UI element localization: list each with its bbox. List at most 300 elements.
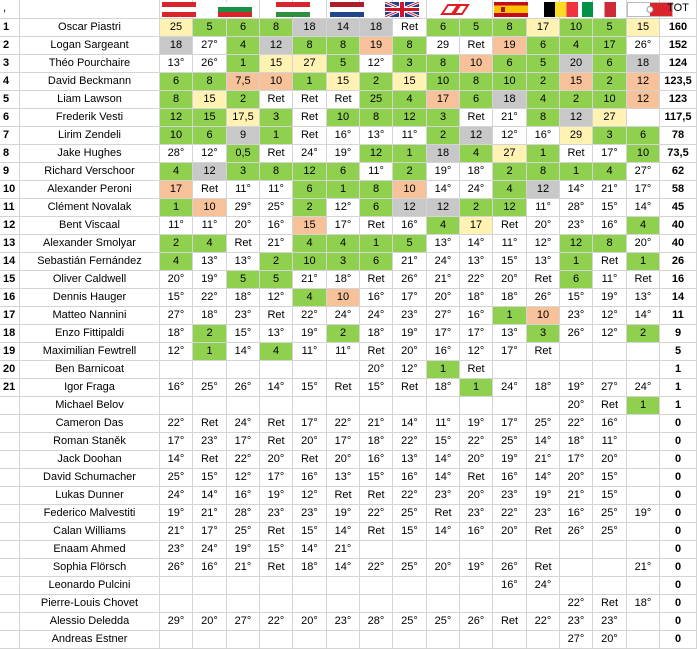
result-cell[interactable]: 10 [193, 199, 227, 217]
result-cell[interactable]: 18° [360, 433, 393, 451]
result-cell[interactable]: 21° [427, 271, 460, 289]
result-cell[interactable]: 17 [460, 217, 493, 235]
result-cell[interactable] [527, 361, 560, 379]
result-cell[interactable] [560, 577, 593, 595]
result-cell[interactable]: 19° [260, 487, 293, 505]
total-points-cell[interactable]: 0 [660, 577, 697, 595]
position-cell[interactable]: 13 [0, 235, 20, 253]
result-cell[interactable] [527, 595, 560, 613]
result-cell[interactable]: 14° [327, 559, 360, 577]
result-cell[interactable] [193, 631, 227, 649]
result-cell[interactable]: 8 [260, 163, 293, 181]
result-cell[interactable]: 20° [160, 271, 193, 289]
result-cell[interactable]: Ret [360, 343, 393, 361]
result-cell[interactable]: 17° [627, 181, 660, 199]
result-cell[interactable]: 16° [393, 217, 427, 235]
result-cell[interactable]: 20° [460, 451, 493, 469]
result-cell[interactable]: 16° [193, 559, 227, 577]
result-cell[interactable] [193, 361, 227, 379]
result-cell[interactable]: 23° [427, 487, 460, 505]
position-cell[interactable] [0, 397, 20, 415]
driver-name-cell[interactable]: Frederik Vesti [20, 109, 160, 127]
result-cell[interactable]: 15° [360, 379, 393, 397]
result-cell[interactable]: 22° [260, 613, 293, 631]
result-cell[interactable]: 4 [160, 163, 193, 181]
result-cell[interactable]: 19 [493, 37, 527, 55]
result-cell[interactable]: 14° [293, 541, 327, 559]
result-cell[interactable]: 1 [527, 145, 560, 163]
result-cell[interactable] [460, 631, 493, 649]
result-cell[interactable] [493, 397, 527, 415]
result-cell[interactable]: 2 [193, 325, 227, 343]
result-cell[interactable]: 19° [460, 415, 493, 433]
result-cell[interactable]: 9 [227, 127, 260, 145]
result-cell[interactable] [593, 343, 627, 361]
result-cell[interactable]: 20° [593, 451, 627, 469]
result-cell[interactable]: 4 [460, 145, 493, 163]
result-cell[interactable]: 13° [527, 253, 560, 271]
result-cell[interactable]: 13° [493, 325, 527, 343]
result-cell[interactable]: 25° [493, 433, 527, 451]
result-cell[interactable]: 4 [227, 37, 260, 55]
driver-name-cell[interactable]: Lukas Dunner [20, 487, 160, 505]
position-cell[interactable]: 15 [0, 271, 20, 289]
result-cell[interactable]: 1 [293, 73, 327, 91]
result-cell[interactable]: 4 [193, 235, 227, 253]
position-cell[interactable] [0, 415, 20, 433]
result-cell[interactable]: 18° [460, 289, 493, 307]
result-cell[interactable] [360, 631, 393, 649]
result-cell[interactable]: 17° [260, 469, 293, 487]
driver-name-cell[interactable]: Andreas Estner [20, 631, 160, 649]
result-cell[interactable]: 20° [493, 523, 527, 541]
position-cell[interactable]: 14 [0, 253, 20, 271]
result-cell[interactable]: 25° [160, 469, 193, 487]
result-cell[interactable]: 27 [493, 145, 527, 163]
result-cell[interactable]: 20° [293, 613, 327, 631]
result-cell[interactable]: 1 [460, 379, 493, 397]
result-cell[interactable]: 16° [593, 217, 627, 235]
result-cell[interactable] [493, 595, 527, 613]
header-tot[interactable]: TOT [660, 0, 697, 19]
result-cell[interactable]: 18° [527, 379, 560, 397]
result-cell[interactable]: 15° [393, 523, 427, 541]
result-cell[interactable]: 25° [393, 559, 427, 577]
result-cell[interactable]: 26° [560, 325, 593, 343]
result-cell[interactable]: 12° [460, 343, 493, 361]
result-cell[interactable]: 15° [160, 289, 193, 307]
position-cell[interactable]: 5 [0, 91, 20, 109]
position-cell[interactable]: 17 [0, 307, 20, 325]
result-cell[interactable]: 26° [493, 559, 527, 577]
result-cell[interactable]: 17° [327, 433, 360, 451]
result-cell[interactable] [160, 577, 193, 595]
result-cell[interactable]: 24° [160, 487, 193, 505]
result-cell[interactable]: 16° [160, 379, 193, 397]
result-cell[interactable]: 2 [627, 325, 660, 343]
result-cell[interactable] [227, 631, 260, 649]
result-cell[interactable]: 20° [427, 289, 460, 307]
result-cell[interactable] [360, 541, 393, 559]
result-cell[interactable]: 22° [227, 451, 260, 469]
result-cell[interactable]: 4 [627, 217, 660, 235]
result-cell[interactable]: 18° [360, 325, 393, 343]
result-cell[interactable]: 14° [260, 379, 293, 397]
result-cell[interactable]: Ret [593, 253, 627, 271]
result-cell[interactable]: 10 [260, 73, 293, 91]
result-cell[interactable]: 23° [527, 505, 560, 523]
result-cell[interactable] [627, 613, 660, 631]
result-cell[interactable]: 15 [627, 19, 660, 37]
result-cell[interactable] [227, 361, 260, 379]
total-points-cell[interactable]: 0 [660, 433, 697, 451]
result-cell[interactable]: Ret [293, 127, 327, 145]
result-cell[interactable]: 16° [593, 415, 627, 433]
result-cell[interactable]: 2 [460, 199, 493, 217]
result-cell[interactable]: 20° [360, 361, 393, 379]
result-cell[interactable]: 18 [160, 37, 193, 55]
result-cell[interactable] [393, 577, 427, 595]
position-cell[interactable]: 18 [0, 325, 20, 343]
result-cell[interactable]: 10 [427, 73, 460, 91]
result-cell[interactable]: 6 [527, 37, 560, 55]
result-cell[interactable]: 2 [327, 325, 360, 343]
result-cell[interactable] [527, 631, 560, 649]
result-cell[interactable]: 18 [627, 55, 660, 73]
result-cell[interactable]: 24° [293, 145, 327, 163]
result-cell[interactable]: Ret [560, 145, 593, 163]
result-cell[interactable]: 12 [493, 199, 527, 217]
result-cell[interactable]: 15° [593, 199, 627, 217]
result-cell[interactable]: 17° [227, 433, 260, 451]
result-cell[interactable]: Ret [527, 559, 560, 577]
result-cell[interactable]: 15° [593, 487, 627, 505]
result-cell[interactable]: 16° [427, 343, 460, 361]
result-cell[interactable]: 22° [527, 613, 560, 631]
result-cell[interactable]: 8 [527, 109, 560, 127]
result-cell[interactable] [227, 595, 260, 613]
result-cell[interactable]: 8 [460, 73, 493, 91]
result-cell[interactable] [193, 595, 227, 613]
result-cell[interactable]: 2 [393, 163, 427, 181]
result-cell[interactable]: 6 [193, 127, 227, 145]
result-cell[interactable]: Ret [360, 487, 393, 505]
result-cell[interactable]: 25° [593, 505, 627, 523]
total-points-cell[interactable]: 78 [660, 127, 697, 145]
result-cell[interactable]: 22° [560, 595, 593, 613]
position-cell[interactable]: 2 [0, 37, 20, 55]
driver-name-cell[interactable]: David Schumacher [20, 469, 160, 487]
result-cell[interactable] [427, 631, 460, 649]
result-cell[interactable]: 12 [460, 127, 493, 145]
result-cell[interactable]: 27 [293, 55, 327, 73]
result-cell[interactable]: Ret [260, 145, 293, 163]
result-cell[interactable]: 1 [560, 163, 593, 181]
result-cell[interactable]: 20° [460, 487, 493, 505]
total-points-cell[interactable]: 26 [660, 253, 697, 271]
result-cell[interactable]: 3 [227, 163, 260, 181]
result-cell[interactable]: 15° [227, 325, 260, 343]
result-cell[interactable]: 24° [360, 307, 393, 325]
result-cell[interactable]: 3 [527, 325, 560, 343]
total-points-cell[interactable]: 5 [660, 343, 697, 361]
driver-name-cell[interactable]: Enzo Fittipaldi [20, 325, 160, 343]
total-points-cell[interactable]: 40 [660, 217, 697, 235]
result-cell[interactable] [427, 595, 460, 613]
total-points-cell[interactable]: 123,5 [660, 73, 697, 91]
result-cell[interactable]: 22° [293, 307, 327, 325]
result-cell[interactable]: 16° [327, 127, 360, 145]
result-cell[interactable]: 6 [627, 127, 660, 145]
result-cell[interactable]: 19° [160, 505, 193, 523]
result-cell[interactable] [260, 631, 293, 649]
result-cell[interactable]: 6 [427, 19, 460, 37]
result-cell[interactable]: 21° [260, 235, 293, 253]
result-cell[interactable]: 11° [160, 217, 193, 235]
result-cell[interactable]: 18° [427, 379, 460, 397]
result-cell[interactable]: 11° [260, 181, 293, 199]
result-cell[interactable]: Ret [360, 271, 393, 289]
driver-name-cell[interactable]: Enaam Ahmed [20, 541, 160, 559]
result-cell[interactable]: 12 [360, 145, 393, 163]
result-cell[interactable] [427, 541, 460, 559]
total-points-cell[interactable]: 117,5 [660, 109, 697, 127]
result-cell[interactable]: Ret [527, 271, 560, 289]
result-cell[interactable]: 11° [193, 217, 227, 235]
result-cell[interactable]: 13° [193, 253, 227, 271]
result-cell[interactable]: 11° [593, 433, 627, 451]
result-cell[interactable]: 11° [327, 343, 360, 361]
result-cell[interactable]: 5 [193, 19, 227, 37]
result-cell[interactable]: Ret [260, 433, 293, 451]
result-cell[interactable]: 10 [460, 55, 493, 73]
result-cell[interactable]: Ret [260, 559, 293, 577]
result-cell[interactable]: 12 [293, 163, 327, 181]
position-cell[interactable]: 9 [0, 163, 20, 181]
result-cell[interactable]: 12° [527, 235, 560, 253]
position-cell[interactable]: 6 [0, 109, 20, 127]
result-cell[interactable]: 2 [360, 73, 393, 91]
driver-name-cell[interactable]: Alexander Peroni [20, 181, 160, 199]
driver-name-cell[interactable]: Richard Verschoor [20, 163, 160, 181]
result-cell[interactable]: 8 [593, 235, 627, 253]
result-cell[interactable]: Ret [527, 523, 560, 541]
result-cell[interactable] [627, 469, 660, 487]
result-cell[interactable]: 19° [327, 145, 360, 163]
total-points-cell[interactable]: 14 [660, 289, 697, 307]
result-cell[interactable]: 17,5 [227, 109, 260, 127]
result-cell[interactable]: 23° [193, 433, 227, 451]
result-cell[interactable]: 12 [427, 199, 460, 217]
header-name-cell[interactable] [20, 0, 160, 19]
result-cell[interactable]: Ret [227, 235, 260, 253]
result-cell[interactable]: 11° [227, 181, 260, 199]
result-cell[interactable]: 7,5 [227, 73, 260, 91]
result-cell[interactable]: 16° [393, 469, 427, 487]
result-cell[interactable]: 12° [227, 469, 260, 487]
result-cell[interactable]: 6 [227, 19, 260, 37]
result-cell[interactable]: 17° [560, 451, 593, 469]
result-cell[interactable] [327, 595, 360, 613]
result-cell[interactable]: 20 [560, 55, 593, 73]
driver-name-cell[interactable]: Michael Belov [20, 397, 160, 415]
result-cell[interactable]: 4 [293, 235, 327, 253]
result-cell[interactable]: 4 [427, 217, 460, 235]
result-cell[interactable]: 25° [393, 613, 427, 631]
result-cell[interactable]: 17° [193, 523, 227, 541]
result-cell[interactable]: 18° [293, 559, 327, 577]
position-cell[interactable] [0, 487, 20, 505]
result-cell[interactable]: 14° [193, 487, 227, 505]
result-cell[interactable] [560, 559, 593, 577]
result-cell[interactable]: 19° [327, 505, 360, 523]
result-cell[interactable]: 18° [460, 163, 493, 181]
result-cell[interactable]: Ret [427, 505, 460, 523]
result-cell[interactable] [527, 397, 560, 415]
result-cell[interactable]: 8 [360, 181, 393, 199]
position-cell[interactable]: 4 [0, 73, 20, 91]
result-cell[interactable]: 20° [293, 433, 327, 451]
result-cell[interactable]: Ret [327, 91, 360, 109]
driver-name-cell[interactable]: Leonardo Pulcini [20, 577, 160, 595]
result-cell[interactable]: 14° [460, 235, 493, 253]
result-cell[interactable]: 3 [593, 127, 627, 145]
result-cell[interactable] [393, 595, 427, 613]
total-points-cell[interactable]: 9 [660, 325, 697, 343]
result-cell[interactable] [627, 361, 660, 379]
result-cell[interactable]: 25 [160, 19, 193, 37]
result-cell[interactable]: 14° [560, 181, 593, 199]
result-cell[interactable]: Ret [360, 217, 393, 235]
total-points-cell[interactable]: 0 [660, 415, 697, 433]
position-cell[interactable] [0, 505, 20, 523]
result-cell[interactable]: 23° [493, 487, 527, 505]
total-points-cell[interactable]: 123 [660, 91, 697, 109]
result-cell[interactable]: 13° [460, 253, 493, 271]
result-cell[interactable]: 4 [593, 163, 627, 181]
result-cell[interactable]: 18° [560, 433, 593, 451]
result-cell[interactable]: 10 [293, 253, 327, 271]
result-cell[interactable]: 14° [527, 469, 560, 487]
result-cell[interactable]: 25 [360, 91, 393, 109]
result-cell[interactable]: 21° [393, 253, 427, 271]
result-cell[interactable]: 20° [193, 613, 227, 631]
result-cell[interactable]: 24° [627, 379, 660, 397]
result-cell[interactable] [560, 361, 593, 379]
result-cell[interactable]: 13° [227, 253, 260, 271]
result-cell[interactable] [293, 397, 327, 415]
result-cell[interactable] [493, 361, 527, 379]
result-cell[interactable] [260, 577, 293, 595]
result-cell[interactable]: Ret [327, 487, 360, 505]
total-points-cell[interactable]: 0 [660, 469, 697, 487]
result-cell[interactable]: 26° [527, 289, 560, 307]
result-cell[interactable]: 16° [293, 469, 327, 487]
result-cell[interactable]: 13° [327, 469, 360, 487]
result-cell[interactable]: 16° [460, 307, 493, 325]
result-cell[interactable]: 19° [227, 541, 260, 559]
result-cell[interactable]: 1 [360, 235, 393, 253]
result-cell[interactable]: 2 [227, 91, 260, 109]
driver-name-cell[interactable]: Pierre-Louis Chovet [20, 595, 160, 613]
result-cell[interactable] [427, 397, 460, 415]
result-cell[interactable]: 1 [627, 253, 660, 271]
driver-name-cell[interactable]: Clément Novalak [20, 199, 160, 217]
result-cell[interactable]: 11° [527, 199, 560, 217]
total-points-cell[interactable]: 11 [660, 307, 697, 325]
result-cell[interactable]: Ret [593, 397, 627, 415]
result-cell[interactable]: 17° [493, 343, 527, 361]
total-points-cell[interactable]: 0 [660, 487, 697, 505]
result-cell[interactable]: 29 [427, 37, 460, 55]
result-cell[interactable]: Ret [293, 451, 327, 469]
result-cell[interactable]: 12 [560, 235, 593, 253]
result-cell[interactable]: 18° [627, 595, 660, 613]
result-cell[interactable]: 6 [360, 199, 393, 217]
result-cell[interactable]: 22° [160, 415, 193, 433]
driver-name-cell[interactable]: Oscar Piastri [20, 19, 160, 37]
result-cell[interactable]: 18 [293, 19, 327, 37]
driver-name-cell[interactable]: David Beckmann [20, 73, 160, 91]
result-cell[interactable] [627, 415, 660, 433]
result-cell[interactable] [260, 595, 293, 613]
result-cell[interactable]: 1 [393, 145, 427, 163]
result-cell[interactable]: 14° [527, 433, 560, 451]
total-points-cell[interactable]: 58 [660, 181, 697, 199]
result-cell[interactable]: 27 [593, 109, 627, 127]
result-cell[interactable]: 2 [160, 235, 193, 253]
result-cell[interactable]: 19° [427, 163, 460, 181]
result-cell[interactable] [293, 595, 327, 613]
result-cell[interactable]: 4 [527, 91, 560, 109]
total-points-cell[interactable]: 0 [660, 595, 697, 613]
result-cell[interactable]: 17° [160, 433, 193, 451]
result-cell[interactable]: 27° [227, 613, 260, 631]
result-cell[interactable]: 8 [360, 109, 393, 127]
result-cell[interactable] [393, 541, 427, 559]
result-cell[interactable] [627, 541, 660, 559]
result-cell[interactable] [593, 577, 627, 595]
result-cell[interactable] [460, 541, 493, 559]
result-cell[interactable]: Ret [460, 361, 493, 379]
result-cell[interactable]: 27° [427, 307, 460, 325]
result-cell[interactable]: 19° [493, 451, 527, 469]
result-cell[interactable]: 20° [493, 271, 527, 289]
result-cell[interactable]: Ret [493, 613, 527, 631]
driver-name-cell[interactable]: Jack Doohan [20, 451, 160, 469]
total-points-cell[interactable]: 152 [660, 37, 697, 55]
result-cell[interactable]: 12° [393, 361, 427, 379]
result-cell[interactable]: 17° [327, 217, 360, 235]
result-cell[interactable]: 19° [627, 505, 660, 523]
result-cell[interactable]: 12 [627, 73, 660, 91]
result-cell[interactable]: 12 [160, 109, 193, 127]
result-cell[interactable]: 18 [493, 91, 527, 109]
result-cell[interactable]: 21° [193, 505, 227, 523]
position-cell[interactable]: 7 [0, 127, 20, 145]
driver-name-cell[interactable]: Igor Fraga [20, 379, 160, 397]
result-cell[interactable]: 14° [427, 181, 460, 199]
result-cell[interactable]: Ret [327, 379, 360, 397]
result-cell[interactable]: 6 [360, 253, 393, 271]
result-cell[interactable] [460, 397, 493, 415]
result-cell[interactable]: Ret [193, 451, 227, 469]
result-cell[interactable]: 22° [393, 487, 427, 505]
result-cell[interactable]: 18° [227, 289, 260, 307]
result-cell[interactable]: Ret [260, 523, 293, 541]
position-cell[interactable] [0, 433, 20, 451]
result-cell[interactable]: 5 [327, 55, 360, 73]
